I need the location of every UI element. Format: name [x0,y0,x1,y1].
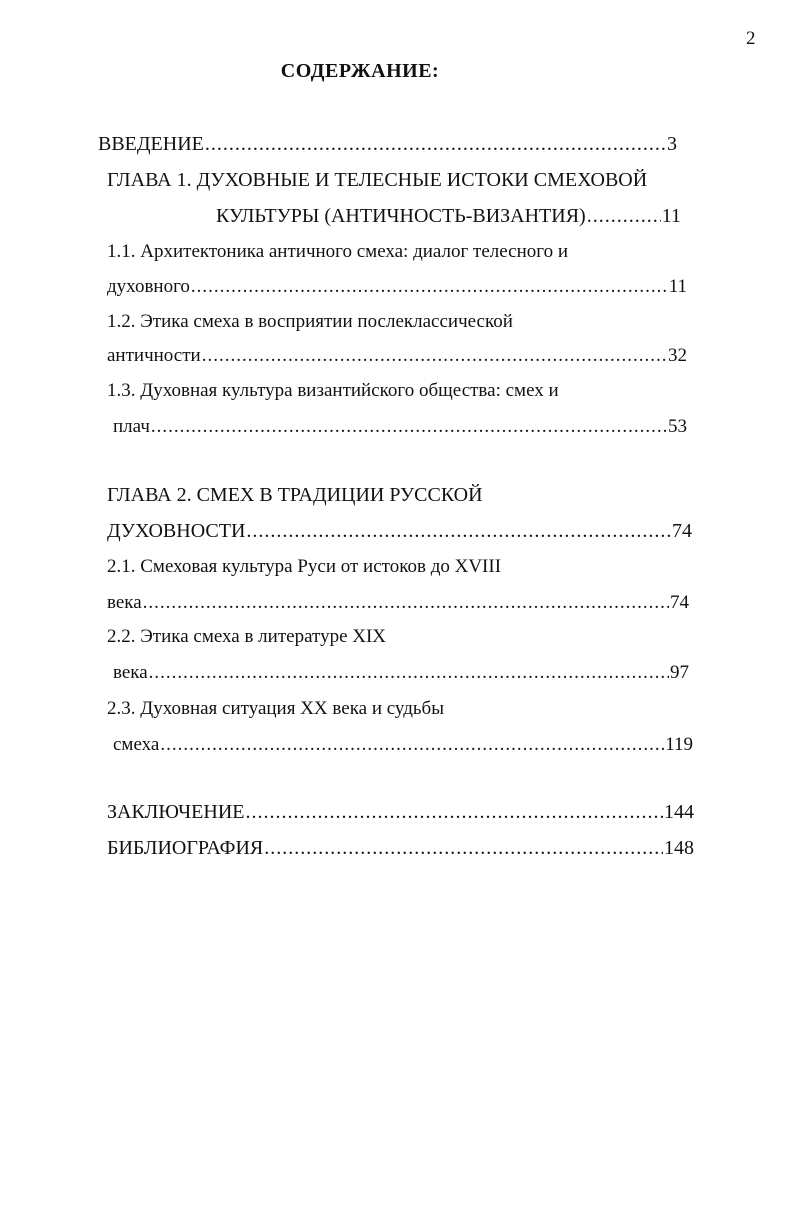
dot-leader [149,661,669,685]
toc-entry-label: 1.3. Духовная культура византийского общества: смех и [107,380,559,401]
toc-entry-label: ВВЕДЕНИЕ [98,133,204,155]
toc-section-1-3-line2 [113,415,687,439]
toc-section-2-1-line2 [107,591,689,615]
toc-chapter-1-line1 [107,168,647,192]
dot-leader [587,204,661,228]
toc-entry-page: 144 [664,801,694,823]
toc-entry-label: античности [107,345,201,366]
toc-entry-intro [98,132,677,156]
toc-entry-label: века [107,592,142,613]
toc-entry-label: духовного [107,276,190,297]
toc-entry-label: ГЛАВА 1. ДУХОВНЫЕ И ТЕЛЕСНЫЕ ИСТОКИ СМЕХОВОЙ [107,169,648,191]
toc-entry-page: 53 [668,416,687,437]
toc-entry-page: 11 [661,205,681,227]
toc-entry-page: 11 [668,276,687,297]
dot-leader [160,733,664,757]
dot-leader [246,519,671,543]
toc-section-2-1-line1 [107,555,501,579]
toc-section-2-2-line1 [107,625,386,649]
toc-entry-page: 148 [664,837,694,859]
toc-section-1-1-line2 [107,275,687,299]
toc-entry-label: БИБЛИОГРАФИЯ [107,837,264,859]
dot-leader [245,800,663,824]
toc-entry-page: 97 [670,662,689,683]
toc-entry-label: 2.3. Духовная ситуация XX века и судьбы [107,698,444,719]
dot-leader [191,275,668,299]
toc-section-1-2-line1 [107,310,513,334]
toc-entry-label: ГЛАВА 2. СМЕХ В ТРАДИЦИИ РУССКОЙ [107,484,483,506]
toc-entry-label: 2.2. Этика смеха в литературе XIX [107,626,387,647]
toc-entry-bibliography [107,836,694,860]
dot-leader [205,132,666,156]
toc-entry-page: 74 [670,592,689,613]
toc-section-1-3-line1 [107,379,559,403]
toc-entry-conclusion [107,800,694,824]
dot-leader [151,415,667,439]
dot-leader [202,344,667,368]
toc-section-1-1-line1 [107,240,568,264]
toc-entry-page: 74 [672,520,692,542]
toc-entry-label: 1.1. Архитектоника античного смеха: диалог телесного и [107,241,569,262]
toc-entry-label: КУЛЬТУРЫ (АНТИЧНОСТЬ-ВИЗАНТИЯ) [216,205,586,227]
toc-entry-label: ЗАКЛЮЧЕНИЕ [107,801,245,823]
toc-section-2-3-line1 [107,697,444,721]
toc-entry-label: 2.1. Смеховая культура Руси от истоков до XVIII [107,556,502,577]
toc-chapter-2-line1 [107,483,483,507]
dot-leader [264,836,663,860]
toc-entry-label: 1.2. Этика смеха в восприятии послеклассической [107,311,513,332]
toc-chapter-1-line2 [216,204,681,228]
toc-section-2-2-line2 [113,661,689,685]
toc-entry-label: плач [113,416,150,437]
toc-entry-label: ДУХОВНОСТИ [107,520,246,542]
toc-entry-page: 119 [665,734,693,755]
toc-entry-label: века [113,662,148,683]
toc-entry-label: смеха [113,734,160,755]
toc-entry-page: 32 [668,345,687,366]
toc-section-2-3-line2 [113,733,693,757]
toc-entry-page: 3 [667,133,677,155]
toc-chapter-2-line2 [107,519,692,543]
toc-section-1-2-line2 [107,344,687,368]
toc-title: СОДЕРЖАНИЕ: [280,60,440,82]
dot-leader [143,591,669,615]
page-number: 2 [746,28,756,49]
